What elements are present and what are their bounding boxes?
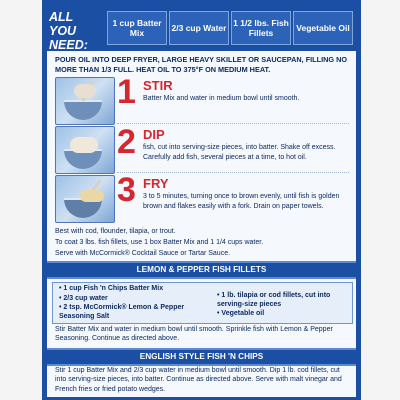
step-1-number: 1 <box>117 73 136 111</box>
recipe-panel <box>42 0 361 400</box>
intro-instructions: POUR OIL INTO DEEP FRYER, LARGE HEAVY SKILLET OR SAUCEPAN, FILLING NO MORE THAN 1/3 FULL. HEAT OIL TO 375°F ON MEDIUM HEAT. <box>55 55 348 74</box>
step-3-text: 3 to 5 minutes, turning once to brown evenly, until fish is golden brown and flakes easily with a fork. Drain on paper towels. <box>143 193 340 210</box>
step-3-number: 3 <box>117 171 136 209</box>
divider <box>117 123 349 124</box>
lemon-ingredient-5: • Vegetable oil <box>217 310 265 317</box>
lemon-ingredient-3: • 2 tsp. McCormick® Lemon & Pepper Seasoning Salt <box>59 304 185 320</box>
english-style-title: ENGLISH STYLE FISH 'N CHIPS <box>47 348 356 366</box>
step-3-title: FRY <box>143 176 169 191</box>
dip-illustration <box>55 126 115 174</box>
ingredient-batter-mix: 1 cup Batter Mix <box>107 11 167 45</box>
fry-illustration <box>55 175 115 223</box>
stir-illustration <box>55 77 115 125</box>
ingredient-vegetable-oil: Vegetable Oil <box>293 11 353 45</box>
serve-with-note: Serve with McCormick® Cocktail Sauce or Tartar Sauce. <box>55 250 231 257</box>
divider <box>117 172 349 173</box>
best-with-note: Best with cod, flounder, tilapia, or trout. <box>55 228 176 235</box>
lemon-ingredient-1: • 1 cup Fish 'n Chips Batter Mix <box>59 285 164 292</box>
lemon-ingredient-4: • 1 lb. tilapia or cod fillets, cut into serving-size pieces <box>217 292 331 308</box>
step-2-text: fish, cut into serving-size pieces, into batter. Shake off excess. Carefully add fish, several pieces at a time, to hot oil. <box>143 144 336 161</box>
coat-note: To coat 3 lbs. fish fillets, use 1 box Batter Mix and 1 1/4 cups water. <box>55 239 264 246</box>
ingredient-water: 2/3 cup Water <box>169 11 229 45</box>
english-style-directions: Stir 1 cup Batter Mix and 2/3 cup water in medium bowl until smooth. Dip 1 lb. cod fillets, cut into serving-size pieces, into batter. Continue as directed above. Serve with malt vinegar and French fries or fried potato wedges. <box>55 367 342 393</box>
lemon-ingredient-2: • 2/3 cup water <box>59 295 108 302</box>
step-1-title: STIR <box>143 78 173 93</box>
recipe-card <box>47 5 356 397</box>
ingredient-fish-fillets: 1 1/2 lbs. Fish Fillets <box>231 11 291 45</box>
lemon-pepper-directions: Stir Batter Mix and water in medium bowl until smooth. Sprinkle fish with Lemon & Pepper Seasoning. Continue as directed above. <box>55 326 333 343</box>
step-1-text: Batter Mix and water in medium bowl until smooth. <box>143 95 300 102</box>
step-2-number: 2 <box>117 123 136 161</box>
all-you-need-header <box>47 5 356 51</box>
step-2-title: DIP <box>143 127 165 142</box>
lemon-pepper-title: LEMON & PEPPER FISH FILLETS <box>47 261 356 279</box>
all-you-need-label: ALL YOU NEED: <box>49 10 88 52</box>
